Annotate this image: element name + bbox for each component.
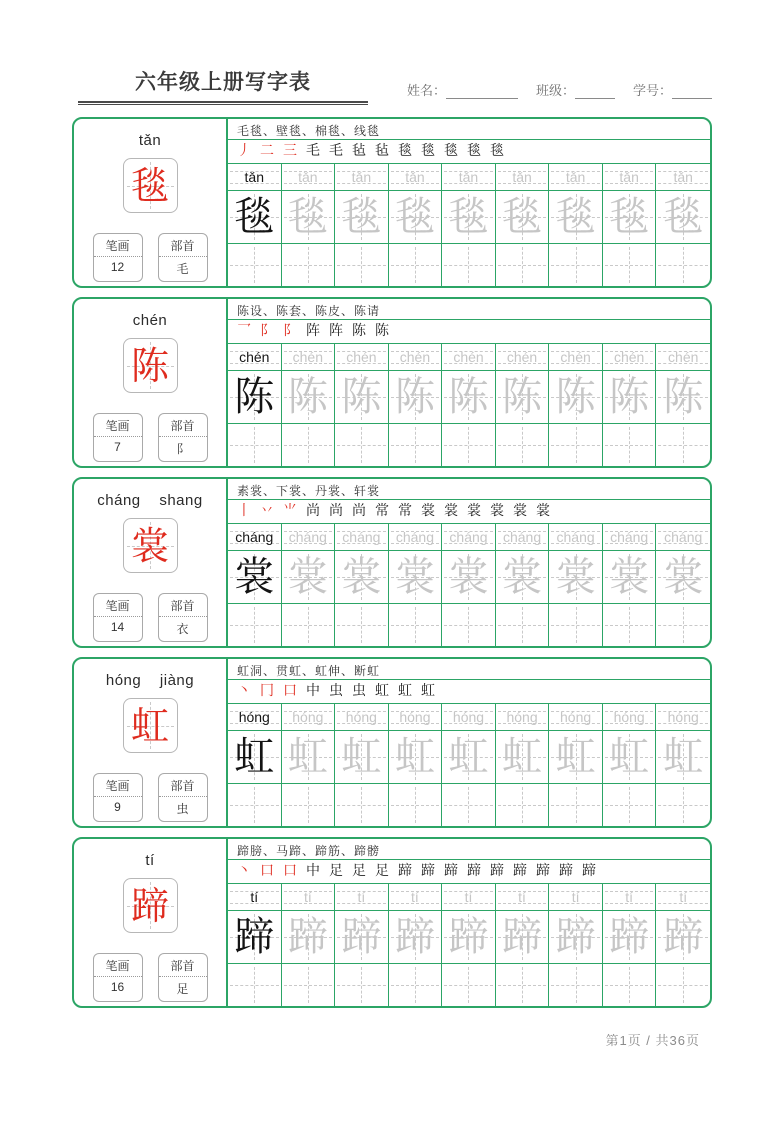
blank-practice-cell [389, 604, 443, 646]
example-words: 毛毯、壁毯、棉毯、线毯 [228, 119, 710, 140]
stroke-step: 丶 [237, 863, 251, 879]
blank-practice-cell [389, 784, 443, 826]
stroke-step: 乛 [237, 323, 251, 339]
character-trace-cell: 虹 [496, 731, 550, 784]
character-trace-cell: 裳 [282, 551, 336, 604]
stroke-count-value: 7 [114, 440, 121, 454]
character-practice-block [72, 477, 712, 648]
stroke-step: 蹄 [444, 863, 458, 879]
character-info-panel [74, 479, 228, 646]
character-info-panel [74, 119, 228, 286]
character-glyph: 毯 [130, 163, 169, 208]
stroke-step: 阵 [329, 323, 343, 339]
pinyin-cell: tí [228, 884, 282, 911]
blank-practice-cell [656, 784, 710, 826]
stroke-step: 毛 [306, 143, 320, 159]
student-number-field [633, 80, 712, 99]
character-trace-cell: 裳 [549, 551, 603, 604]
blank-practice-cell [282, 424, 336, 466]
pinyin-cell: tǎn [549, 164, 603, 191]
stroke-step: 口 [283, 863, 297, 879]
character-trace-cell: 蹄 [228, 911, 282, 964]
stroke-step: 毯 [398, 143, 412, 159]
character-meta [93, 953, 208, 1002]
character-trace-cell: 裳 [656, 551, 710, 604]
radical-box [158, 773, 208, 822]
character-trace-cell: 陈 [335, 371, 389, 424]
stroke-step: ⺌ [283, 503, 297, 519]
stroke-step: 裳 [444, 503, 458, 519]
pinyin-cell: cháng [335, 524, 389, 551]
practice-panel [228, 659, 710, 826]
pinyin-cell: tí [389, 884, 443, 911]
stroke-step: 丨 [237, 503, 251, 519]
pinyin-cell: tí [282, 884, 336, 911]
pinyin-cell: cháng [389, 524, 443, 551]
character-trace-cell: 毯 [656, 191, 710, 244]
character-meta [93, 593, 208, 642]
character-trace-cell: 蹄 [656, 911, 710, 964]
blank-practice-cell [496, 244, 550, 286]
character-trace-cell: 毯 [442, 191, 496, 244]
pinyin-cell: hóng [442, 704, 496, 731]
student-number-label: 学号： [632, 83, 672, 98]
student-number-blank [672, 85, 712, 99]
pinyin-cell: tǎn [442, 164, 496, 191]
stroke-step: 中 [306, 863, 320, 879]
pinyin-cell: cháng [496, 524, 550, 551]
character-trace-cell: 陈 [549, 371, 603, 424]
character-trace-cell: 陈 [656, 371, 710, 424]
pinyin-cell: tí [549, 884, 603, 911]
character-card [123, 878, 178, 933]
character-blocks [72, 117, 712, 1017]
stroke-step: 常 [398, 503, 412, 519]
blank-practice-cell [442, 244, 496, 286]
stroke-step: 冂 [260, 683, 274, 699]
pinyin-cell: tǎn [656, 164, 710, 191]
stroke-step: 阵 [306, 323, 320, 339]
example-words: 陈设、陈套、陈皮、陈请 [228, 299, 710, 320]
stroke-step: 蹄 [559, 863, 573, 879]
character-meta [93, 233, 208, 282]
stroke-count-label: 笔画 [94, 954, 142, 977]
blank-practice-cell [335, 424, 389, 466]
character-trace-cell: 蹄 [603, 911, 657, 964]
blank-practice-cell [496, 604, 550, 646]
blank-practice-cell [228, 784, 282, 826]
title-block [78, 66, 368, 105]
pinyin-cell: chén [282, 344, 336, 371]
stroke-step: 毡 [352, 143, 366, 159]
stroke-step: 虫 [329, 683, 343, 699]
radical-value: 毛 [176, 262, 189, 276]
stroke-step: 口 [283, 683, 297, 699]
character-trace-cell: 裳 [389, 551, 443, 604]
character-trace-cell: 毯 [496, 191, 550, 244]
stroke-order-row [228, 680, 710, 704]
character-trace-cell: 虹 [282, 731, 336, 784]
character-practice-block [72, 297, 712, 468]
stroke-step: 足 [352, 863, 366, 879]
character-trace-cell: 毯 [389, 191, 443, 244]
stroke-step: 裳 [421, 503, 435, 519]
blank-practice-cell [282, 244, 336, 286]
practice-panel [228, 299, 710, 466]
stroke-count-value: 14 [110, 620, 125, 634]
student-info-fields [407, 80, 712, 99]
blank-practice-cell [228, 604, 282, 646]
character-trace-cell: 虹 [228, 731, 282, 784]
pinyin-cell: cháng [656, 524, 710, 551]
character-trace-cell: 虹 [603, 731, 657, 784]
stroke-step: 裳 [490, 503, 504, 519]
blank-practice-cell [656, 244, 710, 286]
blank-practice-cell [442, 604, 496, 646]
pinyin-cell: cháng [549, 524, 603, 551]
pinyin-cell: hóng [282, 704, 336, 731]
stroke-step: 蹄 [421, 863, 435, 879]
blank-practice-cell [549, 424, 603, 466]
page-header [78, 66, 712, 106]
character-trace-cell: 虹 [442, 731, 496, 784]
pinyin-cell: cháng [442, 524, 496, 551]
character-trace-cell: 虹 [389, 731, 443, 784]
blank-practice-cell [496, 424, 550, 466]
character-pinyin: cháng shang [97, 492, 203, 509]
radical-label: 部首 [159, 414, 207, 437]
class-field [536, 80, 615, 99]
character-trace-cell: 裳 [603, 551, 657, 604]
pinyin-cell: hóng [603, 704, 657, 731]
page-title: 六年级上册写字表 [135, 71, 311, 94]
character-trace-cell: 裳 [442, 551, 496, 604]
stroke-count-label: 笔画 [94, 234, 142, 257]
blank-practice-cell [282, 964, 336, 1006]
character-trace-cell: 毯 [603, 191, 657, 244]
pinyin-cell: hóng [496, 704, 550, 731]
class-label: 班级： [535, 83, 575, 98]
stroke-order-row [228, 320, 710, 344]
pinyin-cell: tǎn [389, 164, 443, 191]
character-trace-cell: 蹄 [389, 911, 443, 964]
blank-practice-cell [549, 604, 603, 646]
blank-practice-cell [603, 964, 657, 1006]
character-info-panel [74, 839, 228, 1006]
stroke-step: 裳 [536, 503, 550, 519]
character-trace-cell: 陈 [389, 371, 443, 424]
pinyin-cell: chén [228, 344, 282, 371]
character-practice-block [72, 657, 712, 828]
example-words: 虹洞、贯虹、虹伸、断虹 [228, 659, 710, 680]
stroke-step: 蹄 [467, 863, 481, 879]
practice-grid [228, 704, 710, 826]
blank-practice-cell [656, 604, 710, 646]
stroke-step: 裳 [513, 503, 527, 519]
name-blank [446, 85, 518, 99]
pinyin-cell: hóng [228, 704, 282, 731]
pinyin-cell: chén [442, 344, 496, 371]
stroke-step: 裳 [467, 503, 481, 519]
blank-practice-cell [335, 244, 389, 286]
character-trace-cell: 蹄 [549, 911, 603, 964]
stroke-count-value: 12 [110, 260, 125, 274]
radical-value: 阝 [176, 442, 189, 456]
character-trace-cell: 陈 [282, 371, 336, 424]
page-number: 第1页 / 共36页 [605, 1033, 700, 1048]
stroke-step: 丿 [237, 143, 251, 159]
practice-grid [228, 524, 710, 646]
blank-practice-cell [389, 964, 443, 1006]
blank-practice-cell [282, 604, 336, 646]
blank-practice-cell [549, 964, 603, 1006]
character-trace-cell: 裳 [496, 551, 550, 604]
radical-value: 足 [176, 982, 189, 996]
practice-grid [228, 884, 710, 1006]
stroke-count-label: 笔画 [94, 594, 142, 617]
stroke-step: 常 [375, 503, 389, 519]
blank-practice-cell [335, 964, 389, 1006]
character-meta [93, 413, 208, 462]
stroke-order-row [228, 860, 710, 884]
stroke-step: 虹 [421, 683, 435, 699]
character-trace-cell: 毯 [228, 191, 282, 244]
blank-practice-cell [656, 424, 710, 466]
stroke-step: 口 [260, 863, 274, 879]
stroke-count-value: 16 [110, 980, 125, 994]
stroke-step: 虹 [375, 683, 389, 699]
pinyin-cell: tǎn [282, 164, 336, 191]
radical-box [158, 233, 208, 282]
character-glyph: 蹄 [130, 883, 169, 928]
stroke-step: 三 [283, 143, 297, 159]
pinyin-cell: tǎn [496, 164, 550, 191]
pinyin-cell: tí [603, 884, 657, 911]
pinyin-cell: chén [549, 344, 603, 371]
character-meta [93, 773, 208, 822]
pinyin-cell: tí [335, 884, 389, 911]
example-words: 蹄膀、马蹄、蹄筋、蹄髈 [228, 839, 710, 860]
practice-grid [228, 164, 710, 286]
blank-practice-cell [603, 244, 657, 286]
blank-practice-cell [228, 964, 282, 1006]
pinyin-cell: tǎn [603, 164, 657, 191]
stroke-count-box [93, 233, 143, 282]
stroke-count-value: 9 [114, 800, 121, 814]
character-trace-cell: 蹄 [442, 911, 496, 964]
stroke-count-box [93, 773, 143, 822]
character-glyph: 陈 [130, 343, 169, 388]
pinyin-cell: chén [496, 344, 550, 371]
pinyin-cell: hóng [335, 704, 389, 731]
stroke-step: 毡 [375, 143, 389, 159]
stroke-step: 毯 [421, 143, 435, 159]
stroke-order-row [228, 500, 710, 524]
character-trace-cell: 蹄 [282, 911, 336, 964]
radical-box [158, 953, 208, 1002]
stroke-step: 丷 [260, 503, 274, 519]
pinyin-cell: hóng [389, 704, 443, 731]
stroke-step: 蹄 [582, 863, 596, 879]
pinyin-cell: tí [442, 884, 496, 911]
blank-practice-cell [496, 784, 550, 826]
character-info-panel [74, 299, 228, 466]
radical-label: 部首 [159, 594, 207, 617]
character-glyph: 虹 [130, 703, 169, 748]
blank-practice-cell [656, 964, 710, 1006]
radical-label: 部首 [159, 954, 207, 977]
blank-practice-cell [442, 784, 496, 826]
blank-practice-cell [389, 424, 443, 466]
character-pinyin: hóng jiàng [105, 672, 195, 689]
stroke-step: 蹄 [513, 863, 527, 879]
radical-label: 部首 [159, 234, 207, 257]
practice-panel [228, 839, 710, 1006]
blank-practice-cell [549, 244, 603, 286]
pinyin-cell: chén [335, 344, 389, 371]
stroke-step: 足 [329, 863, 343, 879]
practice-grid [228, 344, 710, 466]
blank-practice-cell [442, 964, 496, 1006]
character-trace-cell: 毯 [549, 191, 603, 244]
pinyin-cell: cháng [282, 524, 336, 551]
example-words: 素裳、下裳、丹裳、轩裳 [228, 479, 710, 500]
pinyin-cell: hóng [656, 704, 710, 731]
character-card [123, 518, 178, 573]
stroke-count-box [93, 413, 143, 462]
character-trace-cell: 虹 [549, 731, 603, 784]
character-trace-cell: 虹 [656, 731, 710, 784]
pinyin-cell: tǎn [335, 164, 389, 191]
character-trace-cell: 虹 [335, 731, 389, 784]
radical-label: 部首 [159, 774, 207, 797]
name-label: 姓名： [406, 83, 446, 98]
pinyin-cell: chén [656, 344, 710, 371]
stroke-step: 阝 [283, 323, 297, 339]
stroke-step: 丶 [237, 683, 251, 699]
stroke-step: 毯 [467, 143, 481, 159]
radical-value: 衣 [176, 622, 189, 636]
radical-value: 虫 [176, 802, 189, 816]
stroke-order-row [228, 140, 710, 164]
character-pinyin: chén [132, 312, 168, 329]
character-trace-cell: 陈 [442, 371, 496, 424]
character-trace-cell: 毯 [335, 191, 389, 244]
character-pinyin: tí [145, 852, 155, 869]
stroke-step: 蹄 [490, 863, 504, 879]
blank-practice-cell [603, 424, 657, 466]
blank-practice-cell [228, 424, 282, 466]
practice-panel [228, 479, 710, 646]
character-glyph: 裳 [130, 523, 169, 568]
character-practice-block [72, 117, 712, 288]
character-trace-cell: 裳 [335, 551, 389, 604]
stroke-step: 蹄 [398, 863, 412, 879]
stroke-step: 毛 [329, 143, 343, 159]
stroke-step: 尚 [352, 503, 366, 519]
stroke-step: 足 [375, 863, 389, 879]
practice-panel [228, 119, 710, 286]
radical-box [158, 593, 208, 642]
radical-box [158, 413, 208, 462]
blank-practice-cell [282, 784, 336, 826]
pinyin-cell: hóng [549, 704, 603, 731]
character-trace-cell: 陈 [496, 371, 550, 424]
class-blank [575, 85, 615, 99]
blank-practice-cell [335, 604, 389, 646]
stroke-step: 尚 [306, 503, 320, 519]
blank-practice-cell [549, 784, 603, 826]
stroke-step: 陈 [352, 323, 366, 339]
blank-practice-cell [442, 424, 496, 466]
stroke-step: 虹 [398, 683, 412, 699]
character-card [123, 698, 178, 753]
stroke-step: 阝 [260, 323, 274, 339]
title-underline [78, 101, 368, 105]
pinyin-cell: chén [603, 344, 657, 371]
stroke-count-box [93, 953, 143, 1002]
character-pinyin: tǎn [138, 132, 162, 149]
stroke-step: 中 [306, 683, 320, 699]
character-trace-cell: 裳 [228, 551, 282, 604]
stroke-step: 虫 [352, 683, 366, 699]
pinyin-cell: cháng [228, 524, 282, 551]
blank-practice-cell [389, 244, 443, 286]
character-card [123, 158, 178, 213]
character-card [123, 338, 178, 393]
character-trace-cell: 陈 [603, 371, 657, 424]
blank-practice-cell [603, 604, 657, 646]
stroke-count-box [93, 593, 143, 642]
character-practice-block [72, 837, 712, 1008]
blank-practice-cell [335, 784, 389, 826]
character-trace-cell: 陈 [228, 371, 282, 424]
stroke-step: 二 [260, 143, 274, 159]
stroke-step: 毯 [490, 143, 504, 159]
character-trace-cell: 蹄 [335, 911, 389, 964]
character-info-panel [74, 659, 228, 826]
name-field [407, 80, 518, 99]
blank-practice-cell [228, 244, 282, 286]
blank-practice-cell [496, 964, 550, 1006]
pinyin-cell: tǎn [228, 164, 282, 191]
stroke-count-label: 笔画 [94, 774, 142, 797]
pinyin-cell: chén [389, 344, 443, 371]
pinyin-cell: tí [656, 884, 710, 911]
stroke-step: 陈 [375, 323, 389, 339]
stroke-count-label: 笔画 [94, 414, 142, 437]
stroke-step: 蹄 [536, 863, 550, 879]
pinyin-cell: tí [496, 884, 550, 911]
character-trace-cell: 蹄 [496, 911, 550, 964]
stroke-step: 尚 [329, 503, 343, 519]
stroke-step: 毯 [444, 143, 458, 159]
character-trace-cell: 毯 [282, 191, 336, 244]
blank-practice-cell [603, 784, 657, 826]
pinyin-cell: cháng [603, 524, 657, 551]
